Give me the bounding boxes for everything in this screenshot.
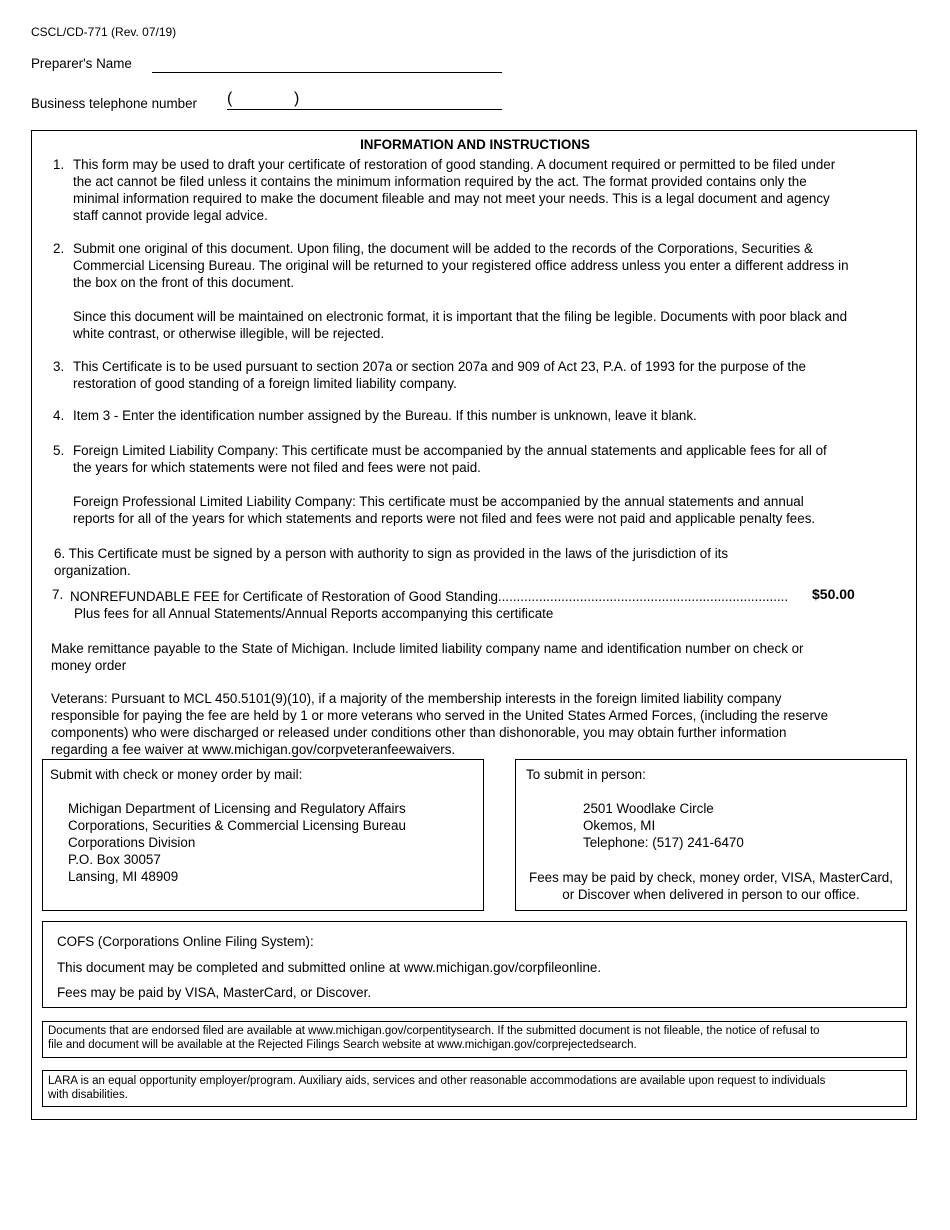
preparer-name-label: Preparer's Name — [31, 56, 132, 71]
item-5-number: 5. — [53, 443, 65, 458]
instructions-title: INFORMATION AND INSTRUCTIONS — [360, 137, 590, 152]
item-1-text: This form may be used to draft your certificate of restoration of good standing. A document required or permitted to be filed under the act cannot be filed unless it contains the minimum information required by the act. The format provided contains only the minimal information required to make the document fileable and may not meet your needs. This is a legal document and agency staff cannot provide legal advice. — [73, 157, 836, 223]
in-person-heading: To submit in person: — [526, 767, 646, 782]
veterans-text: Veterans: Pursuant to MCL 450.5101(9)(10), if a majority of the membership interests in the foreign limited liability company responsible for paying the fee are held by 1 or more veterans who served in the United States Armed Forces, (including the reserve components) who were discharged or released under conditions other than dishonorable, you may obtain further information regarding a fee waiver at www.michigan.gov/corpveteranfeewaivers. — [51, 691, 829, 757]
in-person-fees: Fees may be paid by check, money order, VISA, MasterCard, or Discover when delivered in person to our office. — [529, 870, 893, 902]
item-3-text: This Certificate is to be used pursuant to section 207a or section 207a and 909 of Act 23, P.A. of 1993 for the purpose of the restoration of good standing of a foreign limited liability company. — [73, 359, 806, 391]
lara-text: LARA is an equal opportunity employer/program. Auxiliary aids, services and other reasonable accommodations are available upon request to individuals with disabilities. — [48, 1075, 826, 1101]
phone-field[interactable] — [227, 109, 502, 110]
preparer-name-field[interactable] — [152, 72, 502, 73]
item-7-subtext: Plus fees for all Annual Statements/Annual Reports accompanying this certificate — [74, 606, 554, 621]
item-1-number: 1. — [53, 157, 65, 172]
cofs-online-text: This document may be completed and submitted online at www.michigan.gov/corpfileonline. — [57, 960, 602, 975]
endorsed-documents-text: Documents that are endorsed filed are available at www.michigan.gov/corpentitysearch. If the submitted document is not fileable, the notice of refusal to file and document will be available at the Rejected Filings Search website at www.michigan.gov/corprejectedsearch. — [48, 1025, 820, 1051]
item-2-number: 2. — [53, 241, 65, 256]
fee-amount: $50.00 — [812, 586, 855, 602]
mail-heading: Submit with check or money order by mail: — [50, 767, 303, 782]
phone-paren-open: ( — [227, 90, 233, 107]
phone-paren-close: ) — [294, 90, 300, 107]
in-person-address: 2501 Woodlake Circle Okemos, MI Telephone: (517) 241-6470 — [583, 801, 744, 850]
item-4-number: 4. — [53, 408, 65, 423]
item-7-number: 7. — [52, 587, 64, 602]
item-4-text: Item 3 - Enter the identification number assigned by the Bureau. If this number is unknown, leave it blank. — [73, 408, 697, 423]
item-3-number: 3. — [53, 359, 65, 374]
phone-label: Business telephone number — [31, 96, 198, 111]
item-5-text: Foreign Limited Liability Company: This certificate must be accompanied by the annual statements and applicable fees for all of the years for which statements were not filed and fees were not paid. — [73, 443, 827, 475]
form-id: CSCL/CD-771 (Rev. 07/19) — [31, 25, 177, 39]
item-5-professional-text: Foreign Professional Limited Liability Company: This certificate must be accompanied by the annual statements and annual reports for all of the years for which statements and reports were not filed and fees were not paid and applicable penalty fees. — [73, 494, 816, 526]
mail-address: Michigan Department of Licensing and Regulatory Affairs Corporations, Securities & Commercial Licensing Bureau Corporations Division P.O. Box 30057 Lansing, MI 48909 — [68, 801, 406, 884]
cofs-fees-text: Fees may be paid by VISA, MasterCard, or Discover. — [57, 985, 372, 1000]
cofs-heading: COFS (Corporations Online Filing System): — [57, 934, 314, 949]
remittance-text: Make remittance payable to the State of Michigan. Include limited liability company name and identification number on check or money order — [51, 641, 804, 673]
item-6-text: 6. This Certificate must be signed by a person with authority to sign as provided in the laws of the jurisdiction of its organization. — [54, 546, 729, 578]
item-2-legibility-text: Since this document will be maintained on electronic format, it is important that the filing be legible. Documents with poor black and white contrast, or otherwise illegible, will be rejected. — [73, 309, 848, 341]
item-7-text: NONREFUNDABLE FEE for Certificate of Restoration of Good Standing.............................................................................. — [70, 589, 789, 604]
item-2-text: Submit one original of this document. Upon filing, the document will be added to the records of the Corporations, Securities & Commercial Licensing Bureau. The original will be returned to your registered office address unless you enter a different address in the box on the front of this document. — [73, 241, 849, 290]
